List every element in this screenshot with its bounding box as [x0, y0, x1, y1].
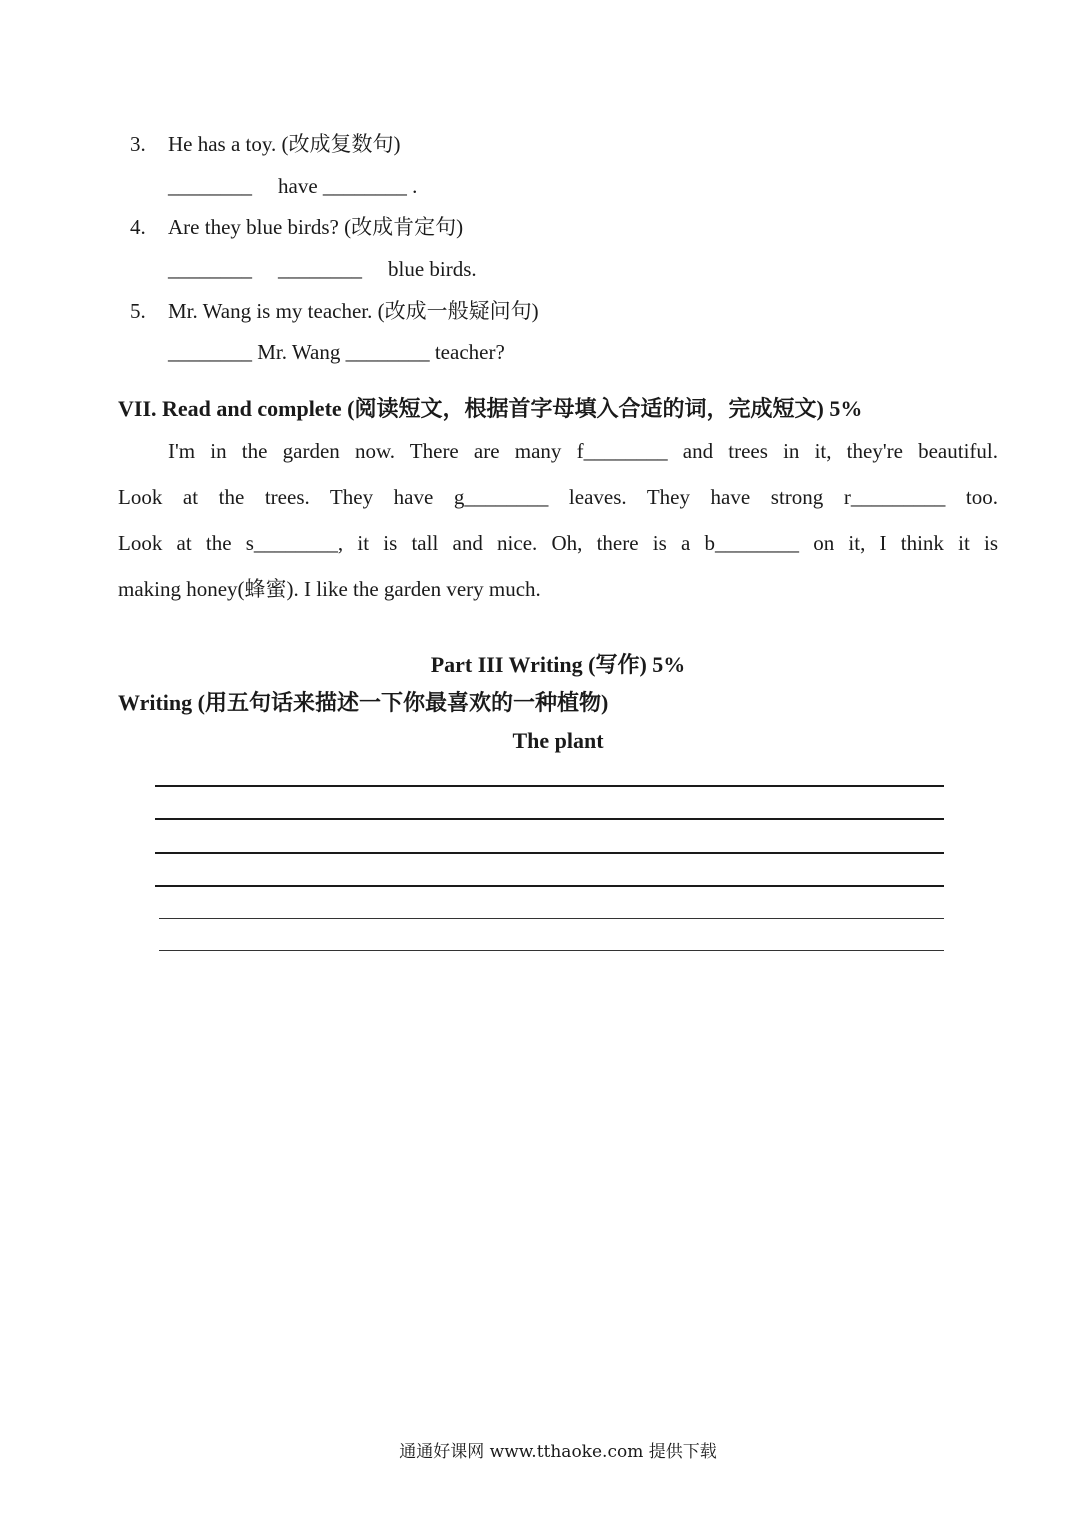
part-3-title: Part III Writing (写作) 5% [430, 652, 686, 677]
question-text: Mr. Wang is my teacher. (改成一般疑问句) [168, 299, 539, 323]
page-footer: 通通好课网 www.tthaoke.com 提供下载 [399, 1442, 717, 1462]
writing-topic: The plant [512, 728, 604, 753]
answer-blank: ________ [168, 257, 252, 281]
writing-line[interactable] [155, 852, 944, 854]
reading-passage [118, 428, 998, 612]
passage-line: I'm in the garden now. There are many f________ and trees in it, they're beautiful. [168, 439, 998, 463]
passage-line: Look at the trees. They have g________ leaves. They have strong r_________ too. [118, 485, 998, 509]
question-text: Are they blue birds? (改成肯定句) [168, 215, 464, 239]
question-number: 3. [130, 132, 146, 156]
question-number: 4. [130, 215, 146, 239]
question-text: He has a toy. (改成复数句) [168, 132, 401, 156]
question-3 [130, 130, 401, 158]
answer-blank: ________ [278, 257, 362, 281]
answer-text: ________ Mr. Wang ________ teacher? [168, 340, 505, 364]
answer-text: have ________ . [278, 174, 418, 198]
section-7-title: VII. Read and complete (阅读短文，根据首字母填入合适的词，完成短文) 5% [118, 396, 863, 421]
writing-line[interactable] [155, 785, 944, 787]
question-5 [130, 297, 539, 325]
passage-line: Look at the s________, it is tall and nice. Oh, there is a b________ on it, I think it is [118, 531, 998, 555]
passage-line: making honey(蜂蜜). I like the garden very much. [118, 577, 541, 601]
writing-instruction: Writing (用五句话来描述一下你最喜欢的一种植物) [118, 690, 609, 715]
answer-blank: ________ [168, 174, 252, 198]
answer-line-5 [168, 338, 505, 366]
writing-line[interactable] [155, 885, 944, 887]
answer-text: blue birds. [388, 257, 477, 281]
writing-line[interactable] [159, 918, 944, 919]
writing-line[interactable] [155, 818, 944, 820]
writing-line[interactable] [159, 950, 944, 951]
question-4 [130, 213, 463, 241]
answer-line-4 [168, 255, 477, 283]
question-number: 5. [130, 299, 146, 323]
answer-line-3 [168, 172, 417, 200]
